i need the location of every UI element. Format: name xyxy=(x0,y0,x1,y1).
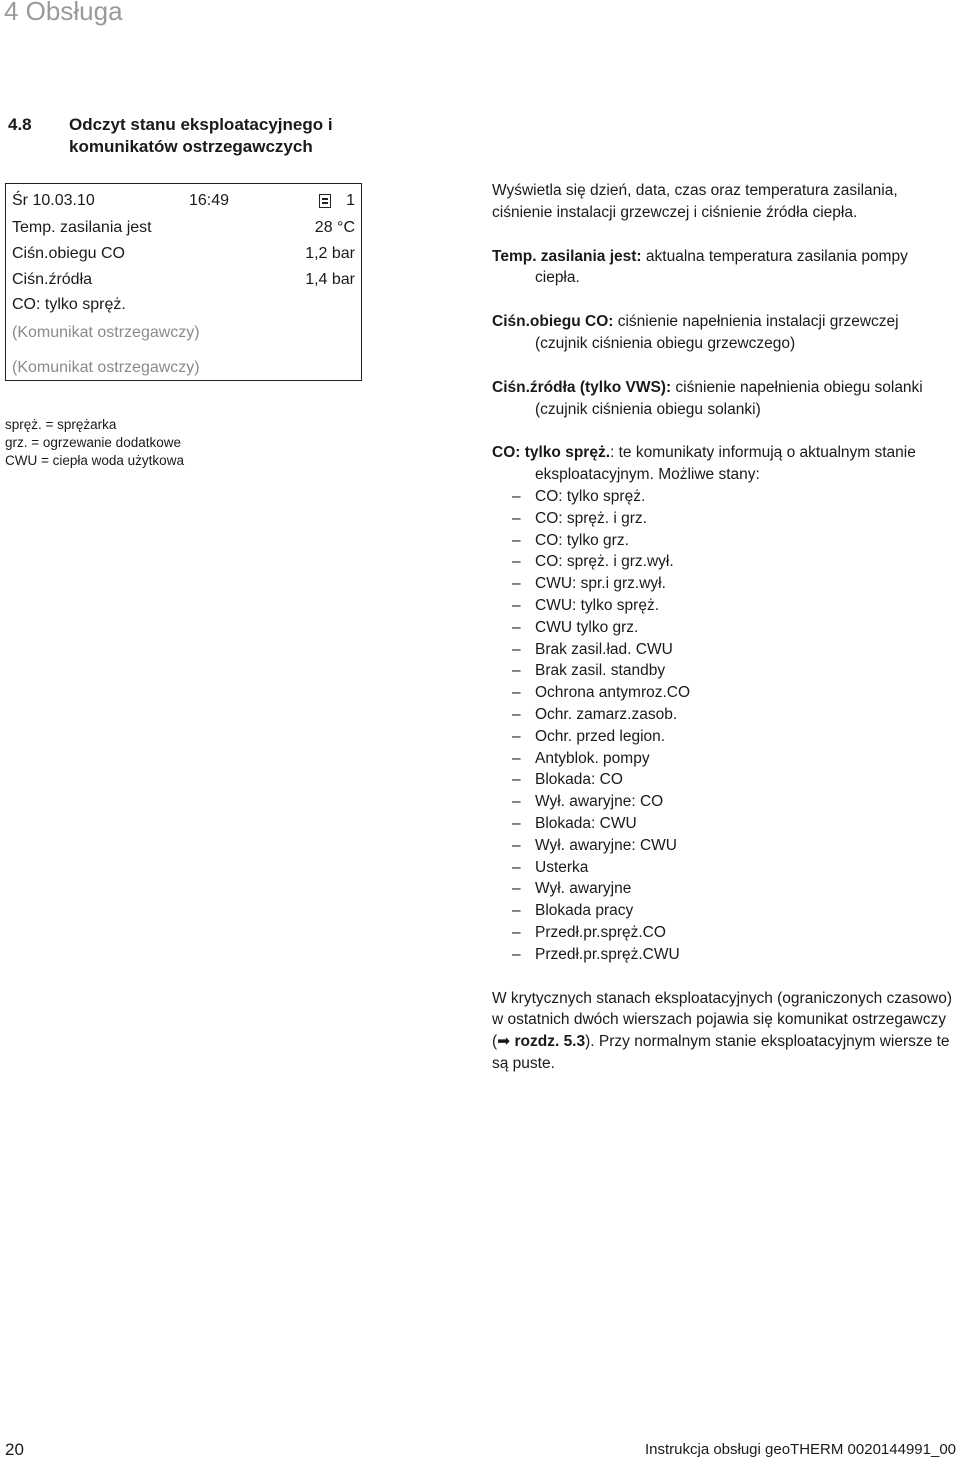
definition-source-pressure xyxy=(492,377,954,421)
section-title: Odczyt stanu eksploatacyjnego i komunikatów ostrzegawczych xyxy=(69,115,333,156)
definition-term: Ciśn.obiegu CO: xyxy=(492,313,614,331)
display-warning-row-2 xyxy=(12,357,355,379)
display-row-value: 1,2 bar xyxy=(305,245,355,262)
states-list xyxy=(492,486,954,966)
menu-icon xyxy=(319,194,331,208)
list-item: – CO: tylko spręż. xyxy=(492,486,954,508)
list-item: – Blokada: CO xyxy=(492,769,954,791)
list-item: – Blokada: CWU xyxy=(492,813,954,835)
list-item: – Przedł.pr.spręż.CWU xyxy=(492,944,954,966)
list-item: – Wył. awaryjne: CWU xyxy=(492,835,954,857)
list-item: – Wył. awaryjne: CO xyxy=(492,791,954,813)
display-row-label: Ciśn.źródła xyxy=(12,271,93,288)
display-row-source-pressure xyxy=(12,269,355,291)
list-item: – CWU: tylko spręż. xyxy=(492,595,954,617)
list-item: – Wył. awaryjne xyxy=(492,878,954,900)
display-row-label: Ciśn.obiegu CO xyxy=(12,245,125,262)
closing-text: W krytycznych stanach eksploatacyjnych (ograniczonych czasowo) w ostatnich dwóch wierszach pojawia się komunikat ostrzegawczy ( xyxy=(492,989,953,1051)
chapter-reference: rozdz. 5.3 xyxy=(514,1033,586,1051)
display-row-value: 28 °C xyxy=(314,219,355,236)
legend-item: CWU = ciepła woda użytkowa xyxy=(5,453,184,468)
display-status: CO: tylko spręż. xyxy=(12,296,126,313)
section-number: 4.8 xyxy=(8,115,32,134)
display-row-flow-temp xyxy=(12,217,355,239)
definition-term: Ciśn.źródła (tylko VWS): xyxy=(492,378,672,396)
definition-text: aktualna temperatura zasilania pompy ciepła. xyxy=(535,247,908,287)
list-item: – Ochrona antymroz.CO xyxy=(492,682,954,704)
list-item: – Antyblok. pompy xyxy=(492,748,954,770)
list-item: – Ochr. zamarz.zasob. xyxy=(492,704,954,726)
closing-paragraph xyxy=(492,988,954,1075)
list-item: – CO: spręż. i grz.wył. xyxy=(492,551,954,573)
display-menu-number: 1 xyxy=(346,192,355,209)
definition-text: ciśnienie napełnienia obiegu solanki (czujnik ciśnienia obiegu solanki) xyxy=(535,378,923,418)
definition-text: : te komunikaty informują o aktualnym stanie eksploatacyjnym. Możliwe stany: xyxy=(535,444,916,484)
display-warning: (Komunikat ostrzegawczy) xyxy=(12,324,200,341)
display-warning-row-1 xyxy=(12,322,355,344)
list-item: – Przedł.pr.spręż.CO xyxy=(492,922,954,944)
list-item: – Ochr. przed legion. xyxy=(492,726,954,748)
footer-text: Instrukcja obsługi geoTHERM 0020144991_00 xyxy=(644,1441,956,1458)
list-item: – CWU: spr.i grz.wył. xyxy=(492,573,954,595)
legend-item: spręż. = sprężarka xyxy=(5,417,117,432)
list-item: – Brak zasil.ład. CWU xyxy=(492,639,954,661)
display-row-value: 1,4 bar xyxy=(305,271,355,288)
definition-term: Temp. zasilania jest: xyxy=(492,247,642,265)
legend-item: grz. = ogrzewanie dodatkowe xyxy=(5,435,181,450)
list-item: – Usterka xyxy=(492,857,954,879)
display-warning: (Komunikat ostrzegawczy) xyxy=(12,359,200,376)
definition-term: CO: tylko spręż. xyxy=(492,444,610,462)
display-status-row xyxy=(12,294,355,316)
list-item: – CO: spręż. i grz. xyxy=(492,508,954,530)
closing-text: ). Przy normalnym stanie eksploatacyjnym wiersze te są puste. xyxy=(492,1033,950,1072)
list-item: – CO: tylko grz. xyxy=(492,530,954,552)
display-time: 16:49 xyxy=(189,192,230,209)
display-row-label: Temp. zasilania jest xyxy=(12,219,152,236)
definition-heating-pressure xyxy=(492,311,954,355)
chapter-heading: 4 Obsługa xyxy=(4,0,123,26)
arrow-icon: ➡ xyxy=(497,1033,511,1051)
definition-status xyxy=(492,442,954,486)
list-item: – Blokada pracy xyxy=(492,900,954,922)
definition-text: ciśnienie napełnienia instalacji grzewczej (czujnik ciśnienia obiegu grzewczego) xyxy=(535,313,899,352)
abbreviation-legend xyxy=(5,416,184,470)
description-column xyxy=(492,180,954,1097)
list-item: – CWU tylko grz. xyxy=(492,617,954,639)
controller-display xyxy=(5,183,362,381)
intro-paragraph: Wyświetla się dzień, data, czas oraz temperatura zasilania, ciśnienie instalacji grzewczej i ciśnienie źródła ciepła. xyxy=(492,182,898,221)
display-row-heating-pressure xyxy=(12,243,355,265)
definition-flow-temp xyxy=(492,246,954,290)
page-number: 20 xyxy=(5,1440,24,1459)
display-header-row xyxy=(12,190,355,212)
list-item: – Brak zasil. standby xyxy=(492,660,954,682)
display-day-date: Śr 10.03.10 xyxy=(12,192,95,209)
